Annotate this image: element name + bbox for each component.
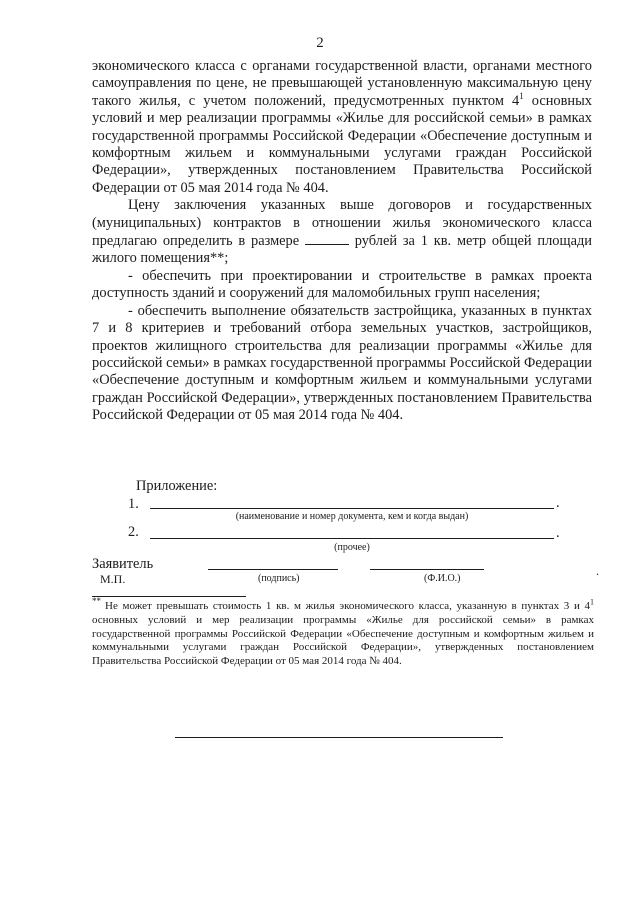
footnote-rule [92, 596, 246, 597]
name-line[interactable] [370, 569, 484, 570]
footnote [92, 596, 594, 669]
attachment-2-caption: (прочее) [334, 542, 370, 553]
paragraph-2-text-a: Цену заключения указанных выше договоров и государственных (муниципальных) контрактов в отношении жилья экономического класса предлагаю определить в размере [92, 197, 592, 250]
paragraph-1-superscript: 1 [519, 91, 524, 102]
stamp-label: М.П. [100, 572, 126, 586]
footnote-superscript: 1 [590, 597, 594, 607]
attachment-2-line[interactable] [150, 538, 554, 539]
attachment-1-number: 1. [128, 496, 139, 512]
footnote-marker: ** [92, 596, 101, 607]
signature-caption: (подпись) [258, 573, 300, 584]
attachments-title: Приложение: [136, 478, 218, 494]
signature-line[interactable] [208, 569, 338, 570]
stray-dot: . [596, 564, 599, 578]
paragraph-1-text-a: экономического класса с органами государственной власти, органами местного самоуправления по цене, не превышающей установленную максимальную цену такого жилья, с учетом положений, предусмотренных пунктом 4 [92, 58, 592, 109]
attachment-1-line[interactable] [150, 508, 554, 509]
obligations-paragraph: - обеспечить выполнение обязательств застройщика, указанных в пунктах 7 и 8 критериев и требований отбора земельных участков, застройщиков, проектов жилищного строительства для реализации программы «Жилье для российской семьи» в рамках государственной программы Российской Федерации «Обеспечение доступным и комфортным жильем и коммунальными услугами граждан Российской Федерации», утвержденных постановлением Правительства Российской Федерации от 05 мая 2014 года № 404. [92, 302, 592, 424]
accessibility-paragraph: - обеспечить при проектировании и строительстве в рамках проекта доступность зданий и сооружений для маломобильных групп населения; [92, 267, 592, 302]
attachment-2-number: 2. [128, 524, 139, 540]
paragraph-1-text-b: основных условий и мер реализации программы «Жилье для российской семьи» в рамках государственной программы Российской Федерации «Обеспечение доступным и комфортным жильем и коммунальными услугами граждан Российской Федерации», утвержденных постановлением Правительства Российской Федерации от 05 мая 2014 года № 404. [92, 92, 592, 196]
footnote-text-b: основных условий и мер реализации программы «Жилье для российской семьи» в рамках государственной программы Российской Федерации «Обеспечение доступным и комфортным жильем и коммунальными услугами граждан Российской Федерации», утвержденных постановлением Правительства Российской Федерации от 05 мая 2014 года № 404. [92, 613, 594, 668]
name-caption: (Ф.И.О.) [424, 573, 461, 584]
page-number: 2 [316, 35, 324, 51]
paragraph-2-text-b: рублей за 1 кв. метр общей площади жилого помещения**; [92, 233, 592, 267]
attachment-1-dot: . [556, 495, 560, 511]
attachment-1-caption: (наименование и номер документа, кем и когда выдан) [235, 511, 469, 522]
attachment-2-dot: . [556, 525, 560, 541]
applicant-label: Заявитель [92, 556, 154, 572]
footnote-text-a: Не может превышать стоимость 1 кв. м жилья экономического класса, указанную в пунктах 3 и 4 [105, 600, 590, 612]
bottom-rule [175, 737, 503, 738]
